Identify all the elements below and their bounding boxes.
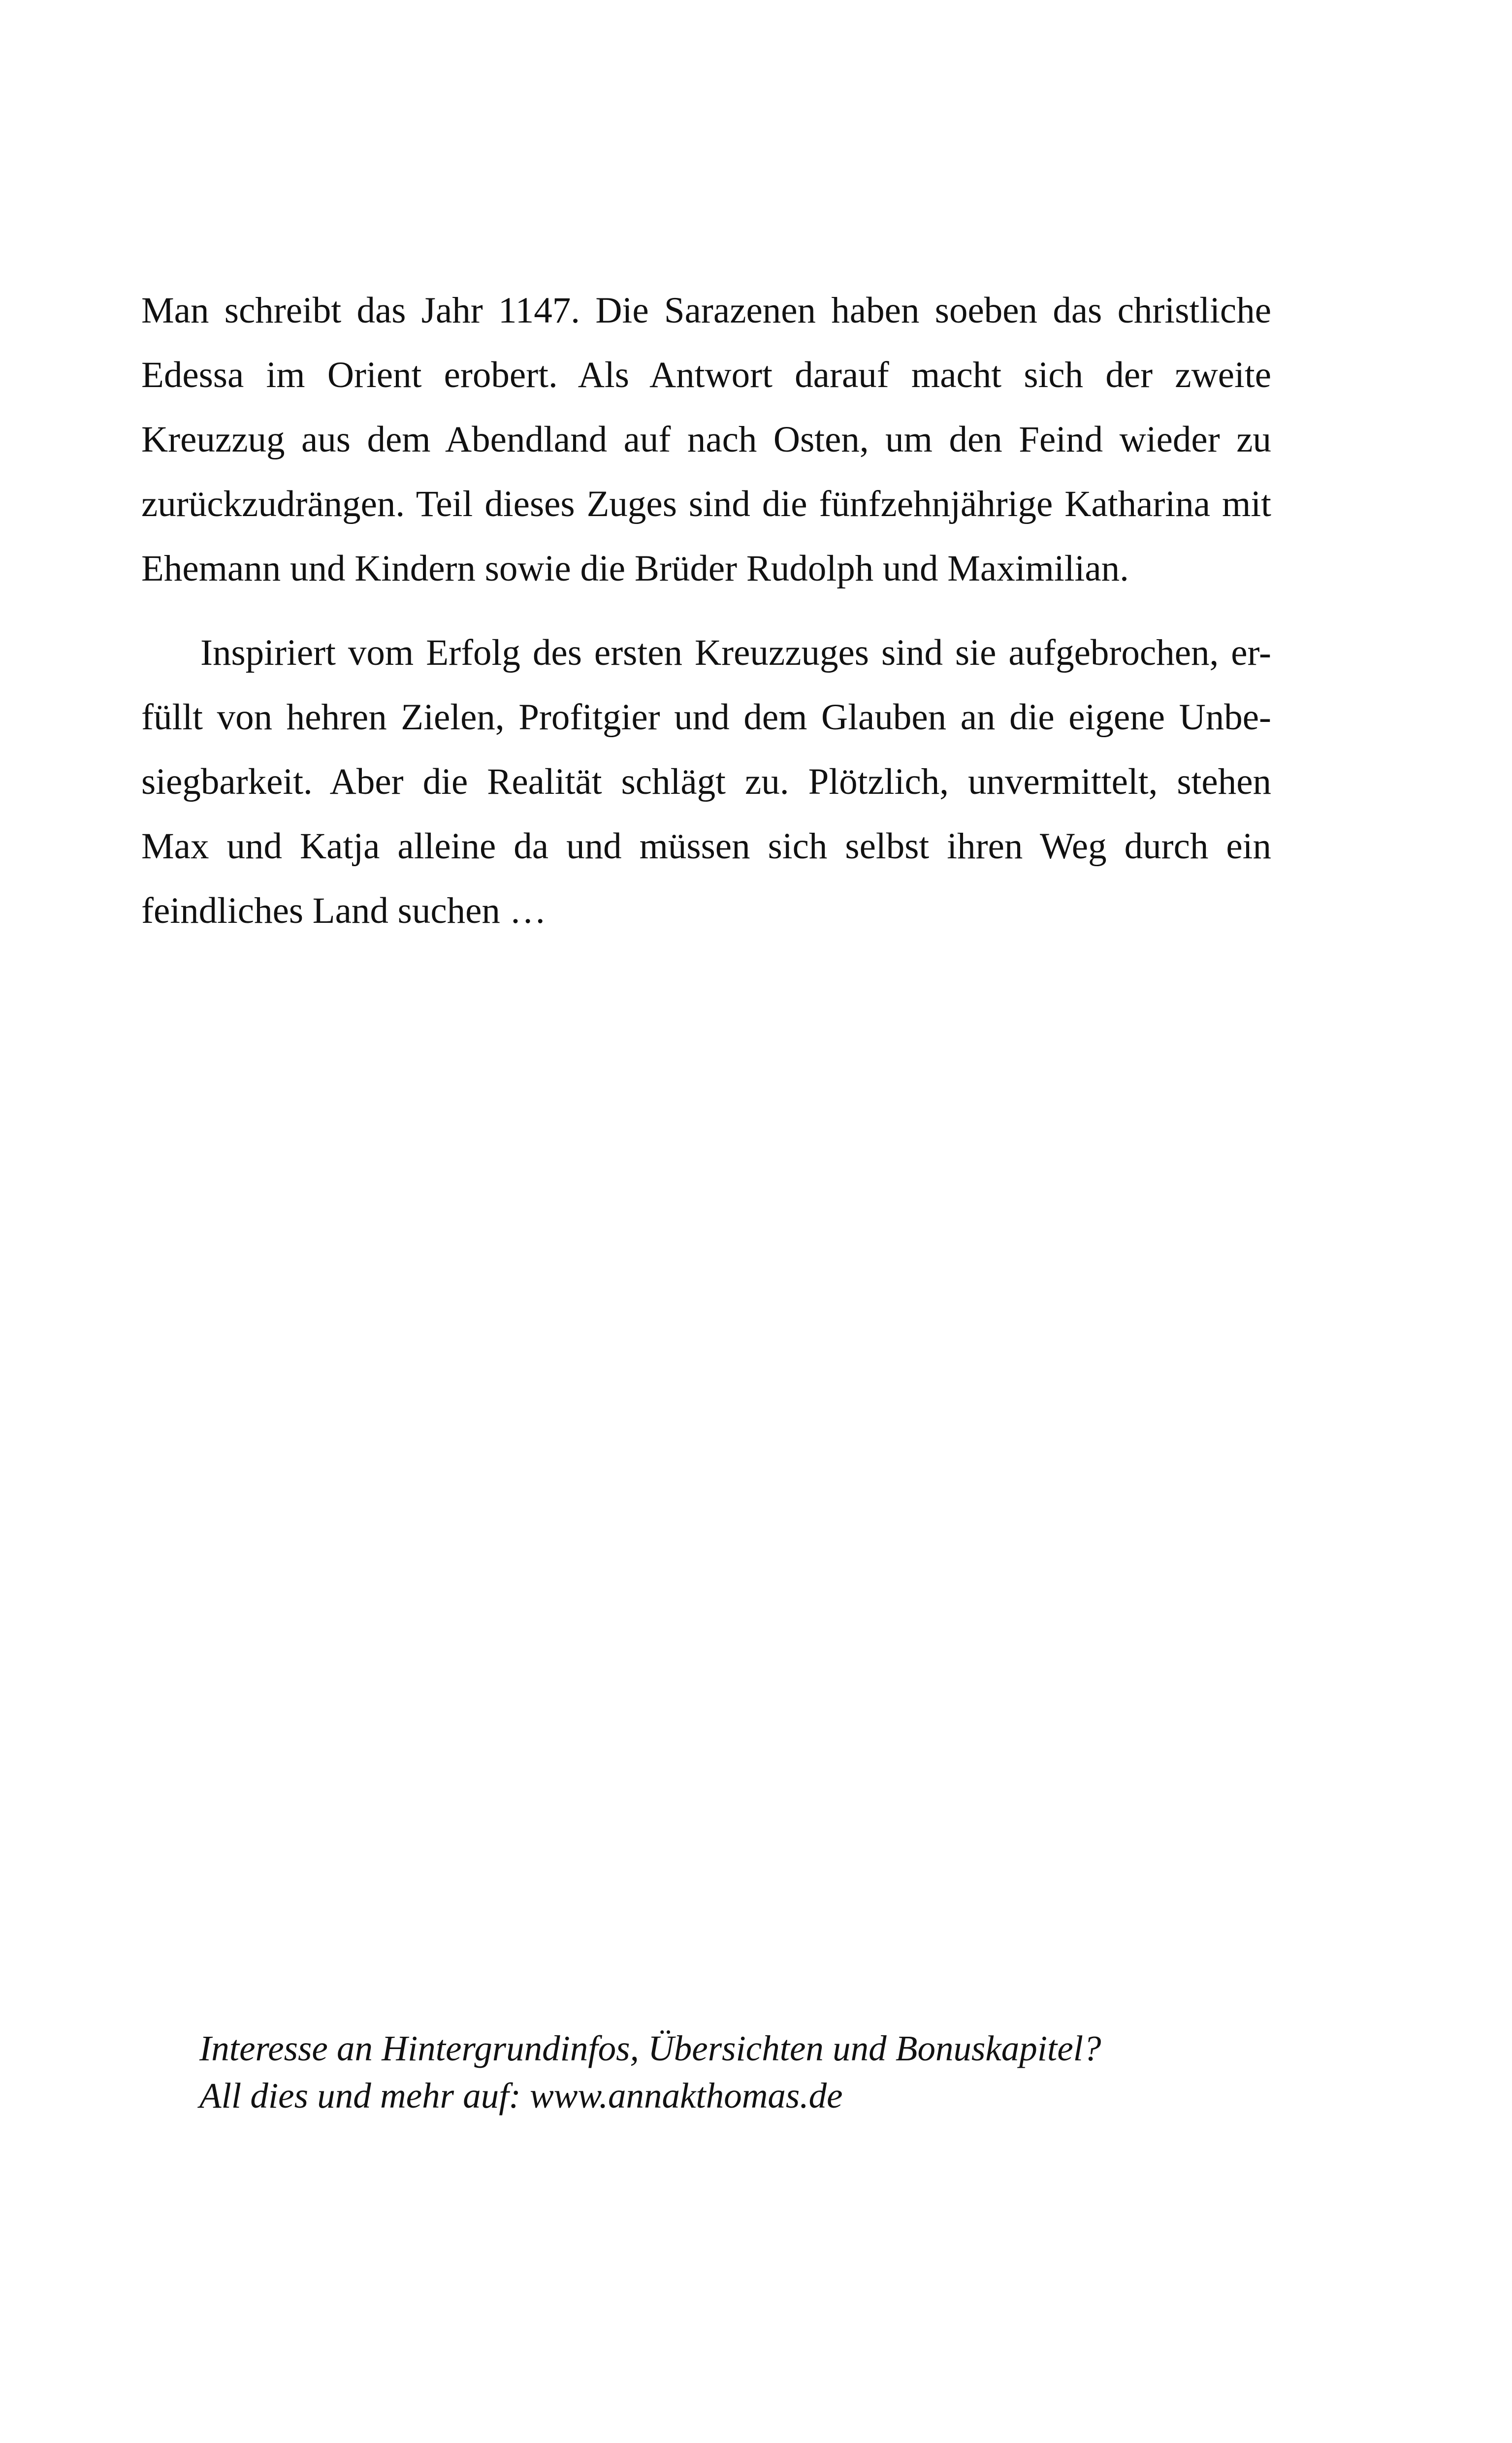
promo-line: Interesse an Hintergrundinfos, Übersichten und Bonuskapitel? (199, 2028, 1101, 2068)
text-line: Inspiriert vom Erfolg des ersten Kreuzzuges sind sie aufgebrochen, er- (200, 632, 1271, 673)
text-line: feindliches Land suchen … (141, 890, 547, 931)
blurb-paragraph-1 (141, 278, 1271, 601)
website-promo (199, 2025, 1101, 2119)
blurb-text (141, 278, 1271, 943)
promo-website-line: All dies und mehr auf: www.annakthomas.de (199, 2076, 843, 2116)
text-line: Kreuzzug aus dem Abendland auf nach Osten, um den Feind wieder zu (141, 419, 1271, 460)
text-line: Edessa im Orient erobert. Als Antwort darauf macht sich der zweite (141, 355, 1271, 395)
text-line: zurückzudrängen. Teil dieses Zuges sind die fünfzehnjährige Katharina mit (141, 484, 1271, 524)
text-line: füllt von hehren Zielen, Profitgier und dem Glauben an die eigene Unbe- (141, 697, 1271, 738)
blurb-paragraph-2 (141, 620, 1271, 943)
text-line: Man schreibt das Jahr 1147. Die Sarazenen haben soeben das christliche (141, 290, 1271, 331)
text-line: Ehemann und Kindern sowie die Brüder Rudolph und Maximilian. (141, 548, 1129, 589)
text-line: Max und Katja alleine da und müssen sich selbst ihren Weg durch ein (141, 826, 1271, 867)
text-line: siegbarkeit. Aber die Realität schlägt zu. Plötzlich, unvermittelt, stehen (141, 761, 1271, 802)
